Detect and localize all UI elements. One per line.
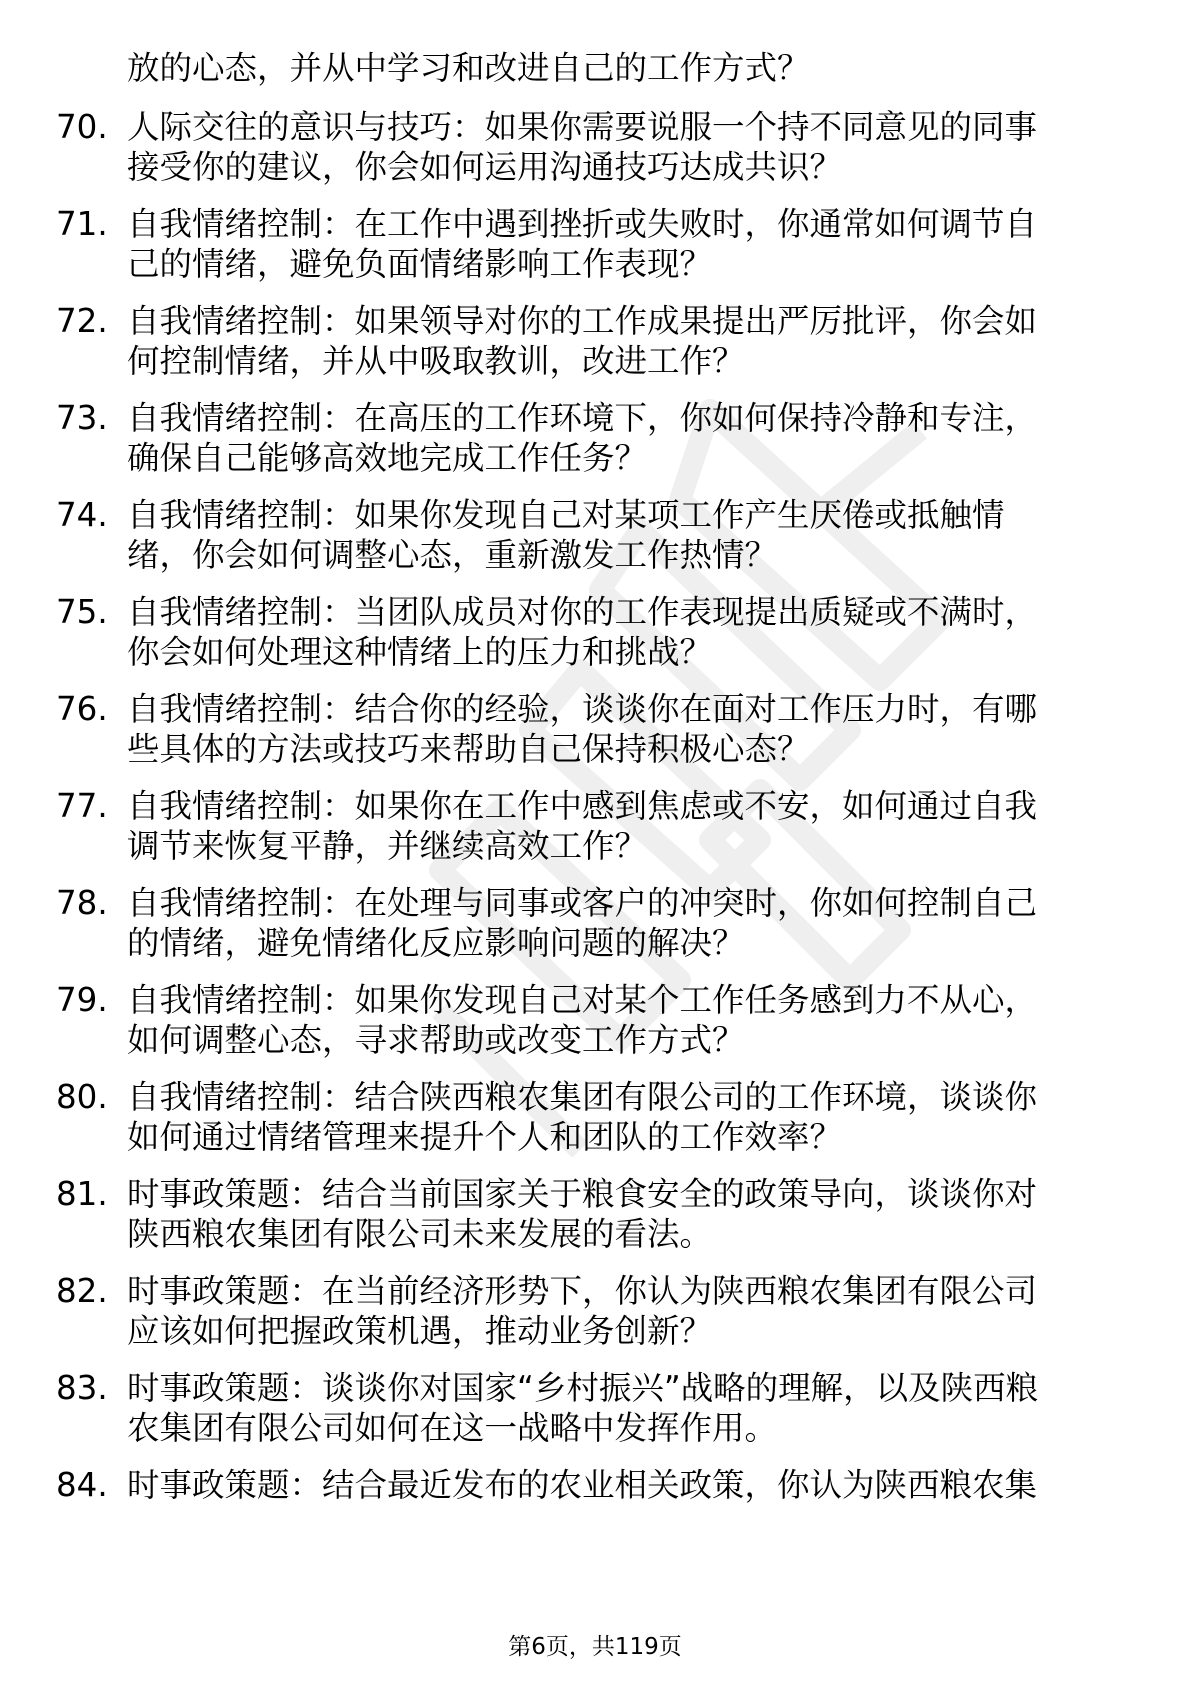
question-number: 82. <box>56 1272 108 1310</box>
question-number: 79. <box>56 981 108 1019</box>
question-text-line: 自我情绪控制：在工作中遇到挫折或失败时，你通常如何调节自 <box>127 205 1038 243</box>
question-text-line: 己的情绪，避免负面情绪影响工作表现？ <box>127 245 713 283</box>
question-text-line: 确保自己能够高效地完成工作任务？ <box>127 439 648 477</box>
question-text-line: 时事政策题：结合最近发布的农业相关政策，你认为陕西粮农集 <box>127 1466 1038 1504</box>
question-text-line: 的情绪，避免情绪化反应影响问题的解决？ <box>127 924 745 962</box>
question-number: 73. <box>56 399 108 437</box>
question-number: 74. <box>56 496 108 534</box>
question-text-line: 应该如何把握政策机遇，推动业务创新？ <box>127 1312 713 1350</box>
question-text-line: 绪，你会如何调整心态，重新激发工作热情？ <box>127 536 778 574</box>
question-text-line: 自我情绪控制：如果领导对你的工作成果提出严厉批评，你会如 <box>127 302 1038 340</box>
question-text-line: 自我情绪控制：如果你发现自己对某项工作产生厌倦或抵触情 <box>127 496 1005 534</box>
question-text-line: 何控制情绪，并从中吸取教训，改进工作？ <box>127 342 745 380</box>
question-number: 80. <box>56 1078 108 1116</box>
question-number: 81. <box>56 1175 108 1213</box>
question-number: 83. <box>56 1369 108 1407</box>
question-text-line: 你会如何处理这种情绪上的压力和挑战？ <box>127 633 713 671</box>
question-number: 75. <box>56 593 108 631</box>
question-text-line: 些具体的方法或技巧来帮助自己保持积极心态？ <box>127 730 810 768</box>
continuation-line: 放的心态，并从中学习和改进自己的工作方式？ <box>127 49 810 87</box>
question-text-line: 陕西粮农集团有限公司未来发展的看法。 <box>127 1215 713 1253</box>
question-text-line: 自我情绪控制：结合你的经验，谈谈你在面对工作压力时，有哪 <box>127 690 1038 728</box>
question-number: 72. <box>56 302 108 340</box>
question-text-line: 接受你的建议，你会如何运用沟通技巧达成共识？ <box>127 148 843 186</box>
question-text-line: 自我情绪控制：当团队成员对你的工作表现提出质疑或不满时， <box>127 593 1038 631</box>
question-number: 78. <box>56 884 108 922</box>
question-number: 76. <box>56 690 108 728</box>
page-footer: 第6页，共119页 <box>508 1634 682 1660</box>
question-text-line: 时事政策题：谈谈你对国家“乡村振兴”战略的理解，以及陕西粮 <box>127 1369 1039 1407</box>
question-text-line: 自我情绪控制：结合陕西粮农集团有限公司的工作环境，谈谈你 <box>127 1078 1038 1116</box>
question-text-line: 自我情绪控制：如果你在工作中感到焦虑或不安，如何通过自我 <box>127 787 1038 825</box>
question-number: 84. <box>56 1466 108 1504</box>
question-text-line: 自我情绪控制：如果你发现自己对某个工作任务感到力不从心， <box>127 981 1038 1019</box>
question-number: 70. <box>56 108 108 146</box>
question-text-line: 时事政策题：结合当前国家关于粮食安全的政策导向，谈谈你对 <box>127 1175 1038 1213</box>
question-text-line: 调节来恢复平静，并继续高效工作？ <box>127 827 648 865</box>
question-number: 71. <box>56 205 108 243</box>
question-text-line: 自我情绪控制：在处理与同事或客户的冲突时，你如何控制自己 <box>127 884 1038 922</box>
question-text-line: 人际交往的意识与技巧：如果你需要说服一个持不同意见的同事 <box>127 108 1038 146</box>
question-text-line: 如何调整心态，寻求帮助或改变工作方式？ <box>127 1021 745 1059</box>
question-number: 77. <box>56 787 108 825</box>
question-text-line: 时事政策题：在当前经济形势下，你认为陕西粮农集团有限公司 <box>127 1272 1038 1310</box>
question-text-line: 农集团有限公司如何在这一战略中发挥作用。 <box>127 1409 778 1447</box>
question-text-line: 自我情绪控制：在高压的工作环境下，你如何保持冷静和专注， <box>127 399 1038 437</box>
question-text-line: 如何通过情绪管理来提升个人和团队的工作效率？ <box>127 1118 843 1156</box>
